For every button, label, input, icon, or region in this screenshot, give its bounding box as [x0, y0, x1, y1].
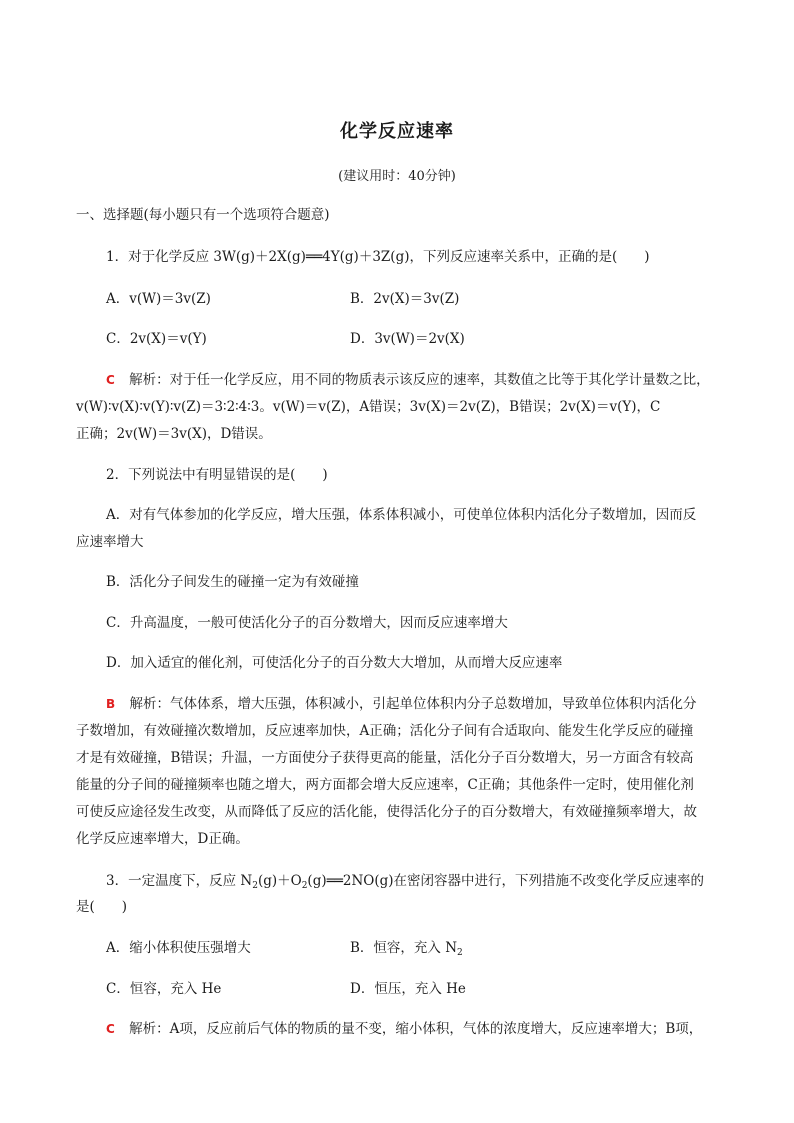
- q2-option-d: D．加入适宜的催化剂，可使活化分子的百分数大大增加，从而增大反应速率: [106, 655, 563, 671]
- q2-option-c: C．升高温度，一般可使活化分子的百分数增大，因而反应速率增大: [106, 615, 508, 631]
- q2-explanation-line: [106, 695, 696, 713]
- page-title: 化学反应速率: [340, 121, 454, 142]
- q1-answer: C: [106, 373, 115, 387]
- q3-option-d: D．恒压，充入 He: [350, 981, 466, 997]
- q1-explanation-text: 解析：对于任一化学反应，用不同的物质表示该反应的速率，其数值之比等于其化学计量数之比，: [129, 372, 710, 388]
- suggested-time: (建议用时：40分钟): [338, 169, 456, 184]
- q3-explanation-text: 解析：A项，反应前后气体的物质的量不变，缩小体积，气体的浓度增大，反应速率增大；B项，: [129, 1021, 703, 1037]
- q2-stem: 2．下列说法中有明显错误的是( ): [106, 467, 328, 483]
- q3-subscript-2: 2: [301, 881, 308, 891]
- q2-explanation-line-3: 才是有效碰撞，B错误；升温，一方面使分子获得更高的能量，活化分子百分数增大，另一方面含有较高: [76, 750, 694, 766]
- q3-option-b-text: B．恒容，充入 N: [350, 940, 458, 956]
- q3-stem-cont: 是( ): [76, 899, 128, 915]
- q3-stem-part-3: (g)══2NO(g)在密闭容器中进行，下列措施不改变化学反应速率的: [307, 873, 704, 889]
- q2-explanation-line-6: 化学反应速率增大，D正确。: [76, 831, 249, 847]
- q1-option-c: C．2v(X)＝v(Y): [106, 331, 207, 347]
- q3-stem-part-2: (g)＋O: [257, 873, 302, 889]
- q3-subscript-1: 2: [252, 881, 258, 891]
- q1-option-a: A．v(W)＝3v(Z): [106, 291, 211, 307]
- q2-answer: B: [106, 697, 116, 711]
- q2-explanation-line-4: 能量的分子间的碰撞频率也随之增大，两方面都会增大反应速率，C正确；其他条件一定时，使用催化剂: [76, 777, 694, 793]
- section-heading: 一、选择题(每小题只有一个选项符合题意): [76, 207, 330, 223]
- q2-option-b: B．活化分子间发生的碰撞一定为有效碰撞: [106, 574, 359, 590]
- q3-answer: C: [106, 1022, 115, 1036]
- q3-stem: [106, 872, 704, 895]
- q3-option-c: C．恒容，充入 He: [106, 981, 222, 997]
- q2-option-a-cont: 应速率增大: [76, 534, 144, 550]
- q3-explanation-line: [106, 1020, 702, 1038]
- q1-explanation-line: [106, 371, 710, 389]
- q3-option-b-subscript: 2: [457, 948, 463, 958]
- q2-explanation-line-5: 可使反应途径发生改变，从而降低了反应的活化能，使得活化分子的百分数增大，有效碰撞频率增大，故: [76, 804, 697, 820]
- q1-explanation-line-2: v(W)∶v(X)∶v(Y)∶v(Z)＝3∶2∶4∶3。v(W)＝v(Z)，A错误；3v(X)＝2v(Z)，B错误；2v(X)＝v(Y)，C: [76, 399, 661, 415]
- q1-stem: 1．对于化学反应 3W(g)＋2X(g)══4Y(g)＋3Z(g)，下列反应速率关系中，正确的是( ): [106, 249, 650, 265]
- q3-option-a: A．缩小体积使压强增大: [106, 940, 251, 956]
- q1-option-d: D．3v(W)＝2v(X): [350, 331, 465, 347]
- q2-explanation-line-2: 子数增加，有效碰撞次数增加，反应速率加快，A正确；活化分子间有合适取向、能发生化学反应的碰撞: [76, 723, 694, 739]
- q1-explanation-line-3: 正确；2v(W)＝3v(X)，D错误。: [76, 426, 272, 442]
- q2-explanation-text: 解析：气体体系，增大压强，体积减小，引起单位体积内分子总数增加，导致单位体积内活化分: [129, 696, 697, 712]
- q3-option-b: [350, 939, 463, 962]
- q2-option-a: A．对有气体参加的化学反应，增大压强，体系体积减小，可使单位体积内活化分子数增加，因而反: [106, 507, 697, 523]
- q3-stem-part-1: 3．一定温度下，反应 N: [106, 873, 253, 889]
- q1-option-b: B．2v(X)＝3v(Z): [350, 291, 460, 307]
